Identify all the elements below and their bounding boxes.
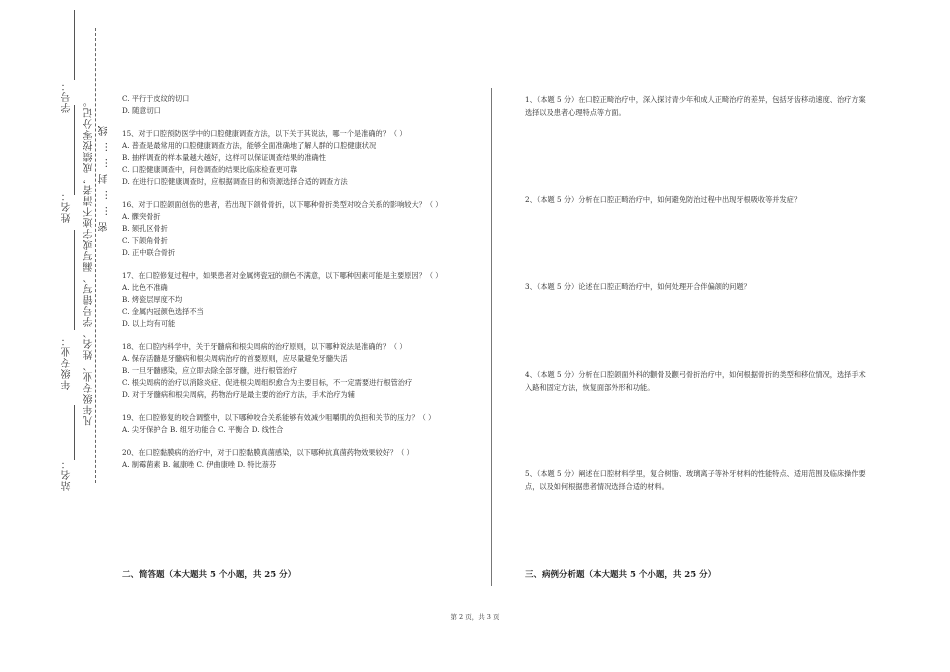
student-id-label: 学号：: [62, 80, 73, 113]
name-line: [74, 105, 75, 195]
option-b: B. 颏孔区骨折: [122, 224, 168, 233]
question-18: [122, 341, 467, 401]
question-stem: 19、在口腔修复的咬合调整中，以下哪种咬合关系能够有效减少咀嚼肌的负担和关节的压力？（ ）: [122, 413, 436, 422]
question-19: [122, 412, 467, 436]
section-title-case-analysis: 三、病例分析题（本大题共 5 个小题，共 25 分）: [525, 570, 717, 580]
option-b: B. 抽样调查的样本量越大越好，这样可以保证调查结果的准确性: [122, 153, 326, 162]
option-b: B. 一旦牙髓感染，应立即去除全部牙髓，进行根管治疗: [122, 366, 298, 375]
option-b: B. 烤瓷层厚度不均: [122, 295, 183, 304]
class-line: [74, 230, 75, 330]
school-line: [74, 405, 75, 460]
name-label: 姓名：: [62, 190, 73, 223]
question-20: [122, 447, 467, 471]
question-17: [122, 270, 467, 330]
column-divider: [491, 88, 492, 586]
option-a: A. 普查是最常用的口腔健康调查方法，能够全面准确地了解人群的口腔健康状况: [122, 141, 377, 150]
option-c: C. 金属内冠颜色选择不当: [122, 307, 204, 316]
option-d: D. 以上均有可能: [122, 319, 176, 328]
binding-warning: 凡年级专业、姓名、学号错写、漏写或字迹不清者，成绩按零分记。: [84, 96, 95, 426]
options-row: A. 制霉菌素 B. 氟康唑 C. 伊曲康唑 D. 特比萘芬: [122, 460, 277, 469]
option-c: C. 口腔健康调查中，问卷调查的结果比临床检查更可靠: [122, 165, 298, 174]
option-c: C. 下颌角骨折: [122, 236, 168, 245]
option-d: D. 正中联合骨折: [122, 248, 176, 257]
seal-marks: 密……封……线: [99, 120, 110, 232]
option-a: A. 保存活髓是牙髓病和根尖周病治疗的首要原则，应尽量避免牙髓失活: [122, 354, 348, 363]
page-number: 第 2 页，共 3 页: [450, 613, 500, 621]
option-c: C. 平行于皮纹的切口: [122, 94, 190, 103]
case-question-4: 4、（本题 5 分）分析在口腔颌面外科的颧骨及颧弓骨折治疗中，如何根据骨折的类型和移位情况，选择手术入路和固定方法，恢复面部外形和功能。: [525, 370, 866, 392]
class-label: 年级专业：: [62, 335, 73, 390]
question-stem: 15、对于口腔预防医学中的口腔健康调查方法，以下关于其说法，哪一个是准确的？（ ）: [122, 129, 407, 138]
question-15: [122, 128, 467, 188]
student-id-line: [74, 10, 75, 80]
case-question-5: 5、（本题 5 分）阐述在口腔材料学里，复合树脂、玻璃离子等补牙材料的性能特点、适用范围及临床操作要点，以及如何根据患者情况选择合适的材料。: [525, 469, 866, 491]
option-d: D. 对于牙髓病和根尖周病，药物治疗是最主要的治疗方法，手术治疗为辅: [122, 390, 355, 399]
option-a: A. 髁突骨折: [122, 212, 161, 221]
question-stem: 16、对于口腔颌面创伤的患者，若出现下颌骨骨折，以下哪种骨折类型对咬合关系的影响较大？（ ）: [122, 200, 443, 209]
question-16: [122, 199, 467, 259]
case-question-1: 1、（本题 5 分）在口腔正畸治疗中，深入探讨青少年和成人正畸治疗的差异，包括牙齿移动速度、治疗方案选择以及患者心理特点等方面。: [525, 95, 866, 117]
options-row: A. 尖牙保护合 B. 组牙功能合 C. 平衡合 D. 线性合: [122, 425, 284, 434]
left-column: [122, 93, 467, 471]
option-c: C. 根尖周病的治疗以消除炎症、促进根尖周组织愈合为主要目标，不一定需要进行根管治疗: [122, 378, 413, 387]
question-stem: 20、在口腔黏膜病的治疗中，对于口腔黏膜真菌感染，以下哪种抗真菌药物效果较好？（ ）: [122, 448, 414, 457]
case-question-3: 3、（本题 5 分）论述在口腔正畸治疗中，如何处理开合伴偏颌的问题？: [525, 282, 751, 291]
option-a: A. 比色不准确: [122, 283, 168, 292]
option-d: D. 随意切口: [122, 106, 161, 115]
school-label: 站名：: [62, 458, 73, 491]
case-question-2: 2、（本题 5 分）分析在口腔正畸治疗中，如何避免防治过程中出现牙根吸收等并发症？: [525, 195, 802, 204]
question-stem: 17、在口腔修复过程中，如果患者对金属烤瓷冠的颜色不满意，以下哪种因素可能是主要原因？（ ）: [122, 271, 443, 280]
option-d: D. 在进行口腔健康调查时，应根据调查目的和资源选择合适的调查方法: [122, 177, 348, 186]
question-stem: 18、在口腔内科学中，关于牙髓病和根尖周病的治疗原则，以下哪种说法是准确的？（ ）: [122, 342, 407, 351]
section-title-short-answer: 二、简答题（本大题共 5 个小题，共 25 分）: [122, 570, 297, 580]
binding-margin: [0, 0, 110, 672]
